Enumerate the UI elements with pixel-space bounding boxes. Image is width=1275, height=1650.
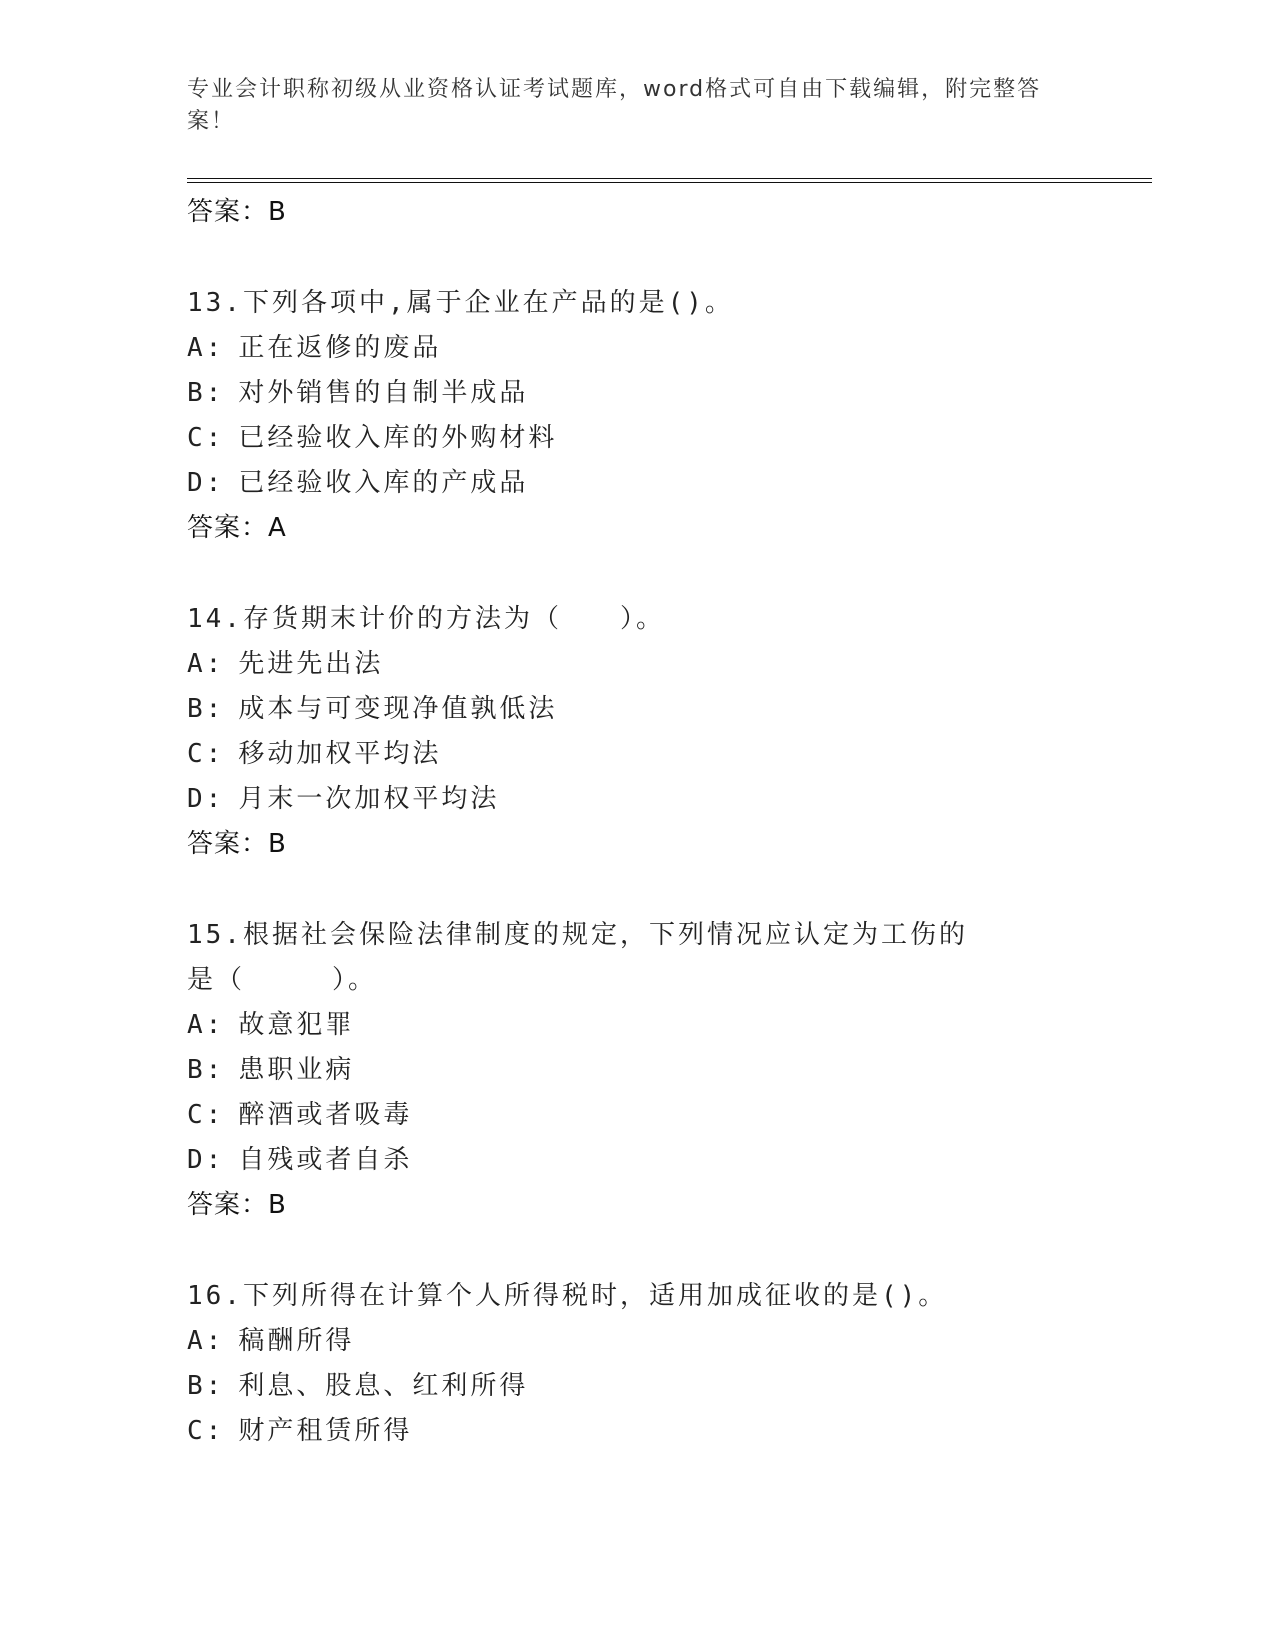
option-text: 利息、股息、红利所得 <box>238 1371 529 1401</box>
option-text: 故意犯罪 <box>238 1010 355 1040</box>
option-key: A: <box>187 649 225 679</box>
option-key: B: <box>187 378 225 408</box>
option-d <box>187 777 1152 822</box>
option-key: D: <box>187 1145 225 1175</box>
spacer <box>187 1228 1152 1274</box>
option-c <box>187 416 1152 461</box>
question-14 <box>187 597 1152 867</box>
option-a <box>187 642 1152 687</box>
option-key: C: <box>187 423 225 453</box>
option-key: C: <box>187 739 225 769</box>
answer-line: 答案：B <box>187 829 287 859</box>
question-stem: 14.存货期末计价的方法为（ ）。 <box>187 604 665 634</box>
option-key: A: <box>187 1326 225 1356</box>
option-text: 成本与可变现净值孰低法 <box>238 694 558 724</box>
option-b <box>187 371 1152 416</box>
option-a <box>187 326 1152 371</box>
question-13 <box>187 281 1152 551</box>
spacer <box>187 551 1152 597</box>
option-text: 自残或者自杀 <box>238 1145 413 1175</box>
answer-line: 答案：B <box>187 197 287 227</box>
option-key: A: <box>187 1010 225 1040</box>
page-header: 专业会计职称初级从业资格认证考试题库，word格式可自由下载编辑，附完整答案！ <box>187 77 1042 134</box>
option-text: 已经验收入库的外购材料 <box>238 423 558 453</box>
option-key: A: <box>187 333 225 363</box>
option-d <box>187 461 1152 506</box>
question-stem: 15.根据社会保险法律制度的规定，下列情况应认定为工伤的是（ ）。 <box>187 920 968 995</box>
option-d <box>187 1138 1152 1183</box>
option-c <box>187 1093 1152 1138</box>
option-text: 移动加权平均法 <box>238 739 442 769</box>
option-key: D: <box>187 784 225 814</box>
answer-line: 答案：A <box>187 513 287 543</box>
spacer <box>187 867 1152 913</box>
option-text: 已经验收入库的产成品 <box>238 468 529 498</box>
option-key: C: <box>187 1100 225 1130</box>
option-c <box>187 732 1152 777</box>
option-text: 财产租赁所得 <box>238 1416 413 1446</box>
header-divider <box>187 178 1152 183</box>
option-b <box>187 687 1152 732</box>
option-text: 先进先出法 <box>238 649 384 679</box>
option-text: 醉酒或者吸毒 <box>238 1100 413 1130</box>
question-list <box>187 190 1152 1454</box>
option-b <box>187 1048 1152 1093</box>
option-key: B: <box>187 1055 225 1085</box>
spacer <box>187 235 1152 281</box>
question-15 <box>187 913 1152 1228</box>
option-key: D: <box>187 468 225 498</box>
option-text: 月末一次加权平均法 <box>238 784 500 814</box>
option-key: B: <box>187 1371 225 1401</box>
question-16 <box>187 1274 1152 1454</box>
option-text: 稿酬所得 <box>238 1326 355 1356</box>
option-text: 正在返修的废品 <box>238 333 442 363</box>
option-text: 对外销售的自制半成品 <box>238 378 529 408</box>
option-a <box>187 1319 1152 1364</box>
option-b <box>187 1364 1152 1409</box>
option-c <box>187 1409 1152 1454</box>
option-key: C: <box>187 1416 225 1446</box>
answer-line: 答案：B <box>187 1190 287 1220</box>
question-stem: 16.下列所得在计算个人所得税时，适用加成征收的是()。 <box>187 1281 948 1311</box>
option-a <box>187 1003 1152 1048</box>
option-text: 患职业病 <box>238 1055 355 1085</box>
question-stem: 13.下列各项中,属于企业在产品的是()。 <box>187 288 734 318</box>
option-key: B: <box>187 694 225 724</box>
